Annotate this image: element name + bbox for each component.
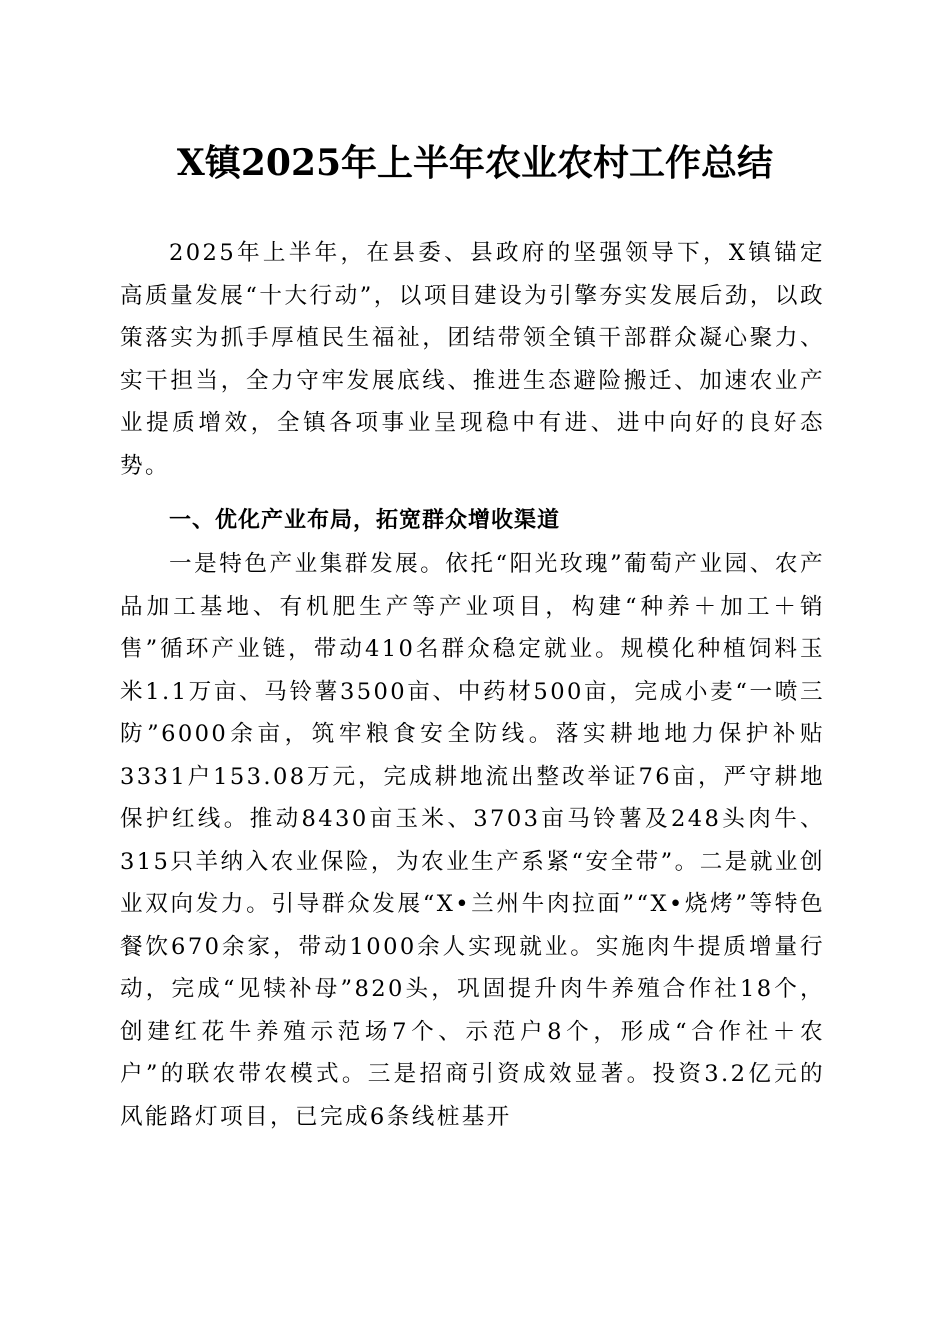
section-1-paragraph: 一是特色产业集群发展。依托“阳光玫瑰”葡萄产业园、农产品加工基地、有机肥生产等产业项目，构建“种养＋加工＋销售”循环产业链，带动410名群众稳定就业。规模化种植饲料玉米1.1万亩、马铃薯3500亩、中药材500亩，完成小麦“一喷三防”6000余亩，筑牢粮食安全防线。落实耕地地力保护补贴3331户153.08万元，完成耕地流出整改举证76亩，严守耕地保护红线。推动8430亩玉米、3703亩马铃薯及248头肉牛、315只羊纳入农业保险，为农业生产系紧“安全带”。二是就业创业双向发力。引导群众发展“X•兰州牛肉拉面”“X•烧烤”等特色餐饮670余家，带动1000余人实现就业。实施肉牛提质增量行动，完成“见犊补母”820头，巩固提升肉牛养殖合作社18个，创建红花牛养殖示范场7个、示范户8个，形成“合作社＋农户”的联农带农模式。三是招商引资成效显著。投资3.2亿元的风能路灯项目，已完成6条线桩基开 xyxy=(120,551,825,1130)
intro-paragraph: 2025年上半年，在县委、县政府的坚强领导下，X镇锚定高质量发展“十大行动”，以项目建设为引擎夯实发展后劲，以政策落实为抓手厚植民生福祉，团结带领全镇干部群众凝心聚力、实干担当，全力守牢发展底线、推进生态避险搬迁、加速农业产业提质增效，全镇各项事业呈现稳中有进、进中向好的良好态势。 xyxy=(120,240,825,479)
section-heading-1: 一、优化产业布局，拓宽群众增收渠道 xyxy=(169,508,561,533)
document-title: X镇2025年上半年农业农村工作总结 xyxy=(176,142,774,184)
